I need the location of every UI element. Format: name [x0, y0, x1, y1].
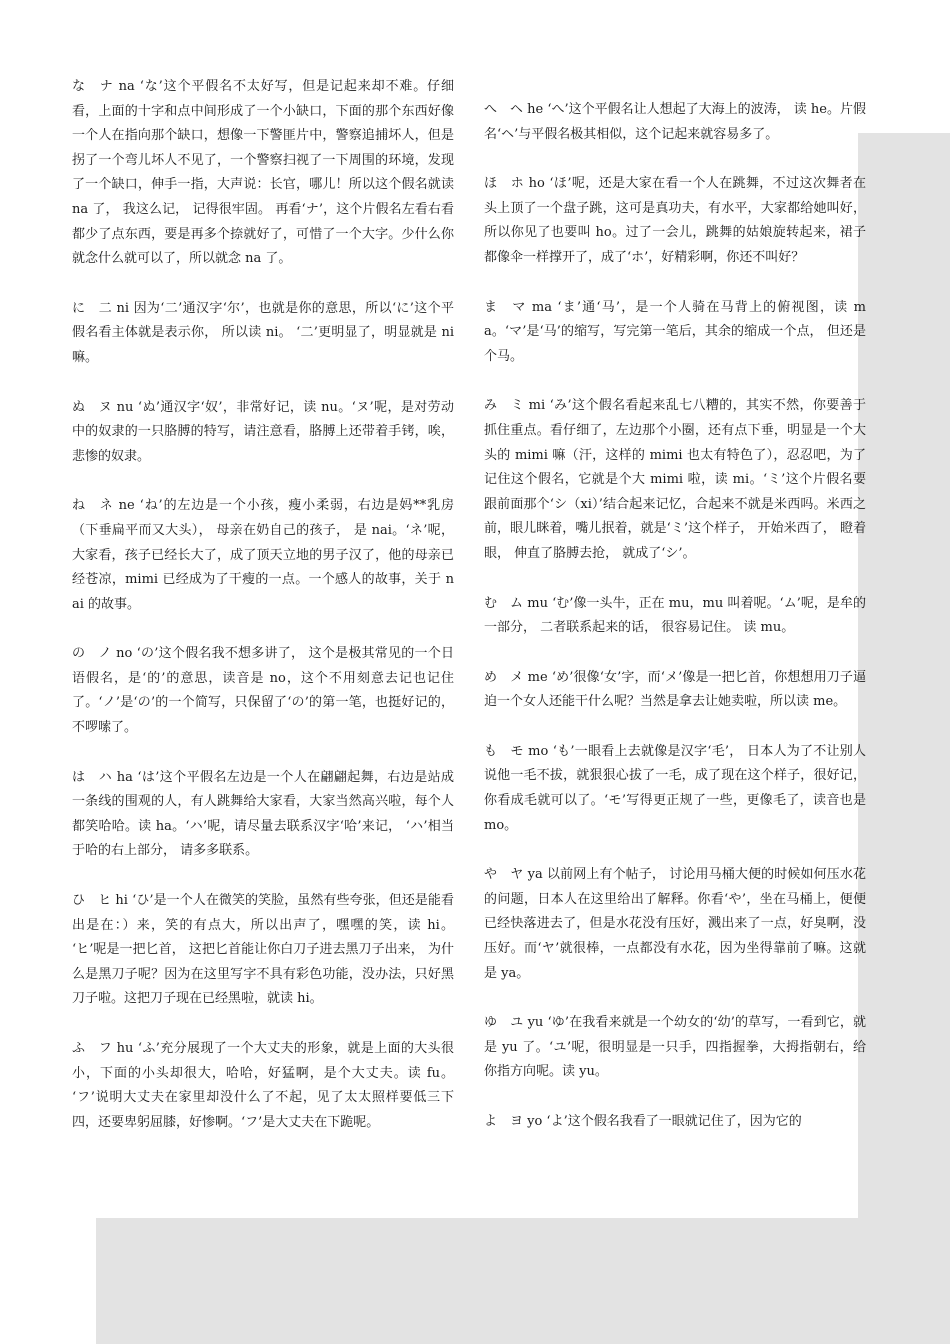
- paragraph-ni: に 二 ni 因为‘二’通汉字‘尔’，也就是你的意思，所以‘に’这个平假名看主体就是表示你， 所以读 ni。 ‘二’更明显了，明显就是 ni 嘛。: [72, 300, 454, 365]
- paragraph-yo: よ ヨ yo ‘よ’这个假名我看了一眼就记住了，因为它的: [484, 1114, 802, 1129]
- left-column: [72, 75, 454, 1160]
- paragraph-fu: ふ フ hu ‘ふ’充分展现了一个大丈夫的形象，就是上面的大头很小，下面的小头却很大，哈哈，好猛啊，是个大丈夫。读 fu。 ‘フ’说明大丈夫在家里却没什么了不起，见了太太照样要低三下四，还要卑躬屈膝，好惨啊。‘フ’是大丈夫在下跪呢。: [72, 1041, 454, 1130]
- paragraph-na: な ナ na ‘な’这个平假名不太好写，但是记起来却不难。仔细看，上面的十字和点中间形成了一个小缺口，下面的那个东西好像一个人在指向那个缺口，想像一下警匪片中，警察追捕坏人，但是拐了一个弯儿坏人不见了，一个警察扫视了一下周围的环境，发现了一个缺口，伸手一指，大声说：长官，哪儿！所以这个假名就读 na 了， 我这么记， 记得很牢固。 再看‘ナ’，这个片假名左看右看都少了点东西，要是再多个捺就好了，可惜了一个大字。少什么你就念什么就可以了，所以就念 na 了。: [72, 79, 454, 267]
- paragraph-ya: や ヤ ya 以前网上有个帖子， 讨论用马桶大便的时候如何压水花的问题，日本人在这里给出了解释。你看‘や’，坐在马桶上，便便已经快落进去了，但是水花没有压好，溅出来了一点，好臭啊，没压好。而‘ヤ’就很棒，一点都没有水花，因为坐得靠前了嘛。这就是 ya。: [484, 867, 866, 981]
- paragraph-yu: ゆ ユ yu ‘ゆ’在我看来就是一个幼女的‘幼’的草写，一看到它，就是 yu 了。‘ユ’呢，很明显是一只手，四指握拳，大拇指朝右，给你指方向呢。读 yu。: [484, 1015, 866, 1080]
- paragraph-me: め メ me ‘め’很像‘女’字，而‘メ’像是一把匕首，你想想用刀子逼迫一个女人还能干什么呢？当然是拿去让她卖啦，所以读 me。: [484, 669, 866, 710]
- paragraph-no: の ノ no ‘の’这个假名我不想多讲了， 这个是极其常见的一个日语假名，是‘的’的意思，读音是 no，这个不用刻意去记也记住了。‘ノ’是‘の’的一个简写，只保留了‘の’的第一笔，也挺好记的，不啰嗦了。: [72, 646, 454, 736]
- paragraph-hi: ひ ヒ hi ‘ひ’是一个人在微笑的笑脸，虽然有些夸张，但还是能看出是在：）来，笑的有点大，所以出声了，嘿嘿的笑，读 hi。 ‘ヒ’呢是一把匕首， 这把匕首能让你白刀子进去黑刀子出来， 为什么是黑刀子呢？因为在这里写字不具有彩色功能，没办法，只好黑刀子啦。这把刀子现在已经黑啦，就读 hi。: [72, 893, 454, 1007]
- gray-margin-bottom: [96, 1218, 950, 1344]
- paragraph-mi: み ミ mi ‘み’这个假名看起来乱七八糟的，其实不然，你要善于抓住重点。看仔细了，左边那个小圈，还有点下垂，明显是一个大头的 mimi 嘛（汗，这样的 mimi 也太有特色了），忍忍吧，为了记住这个假名，它就是个大 mimi 啦，读 mi。‘ミ’这个片假名要跟前面那个‘シ（xi）’结合起来记忆，合起来不就是米西吗。米西之前，眼儿眯着，嘴儿抿着，就是‘ミ’这个样子， 开始米西了， 瞪着眼， 伸直了胳膊去抢， 就成了‘シ’。: [484, 398, 866, 561]
- paragraph-he: へ ヘ he ‘へ’这个平假名让人想起了大海上的波涛， 读 he。片假名‘ヘ’与平假名极其相似，这个记起来就容易多了。: [484, 102, 866, 142]
- paragraph-ne: ね ネ ne ‘ね’的左边是一个小孩，瘦小柔弱，右边是妈**乳房（下垂扁平而又大头）， 母亲在奶自己的孩子， 是 nai。‘ネ’呢，大家看，孩子已经长大了，成了顶天立地的男子汉了，他的母亲已经苍凉，mimi 已经成为了干瘦的一点。一个感人的故事，关于 nai 的故事。: [72, 498, 454, 612]
- paragraph-ho: ほ ホ ho ‘ほ’呢，还是大家在看一个人在跳舞，不过这次舞者在头上顶了一个盘子跳，这可是真功夫，有水平，大家都给她叫好，所以你见了也要叫 ho。过了一会儿，跳舞的姑娘旋转起来，裙子都像伞一样撑开了，成了‘ホ’，好精彩啊，你还不叫好？: [484, 176, 866, 265]
- paragraph-mo: も モ mo ‘も’一眼看上去就像是汉字‘毛’， 日本人为了不让别人说他一毛不拔，就狠狠心拔了一毛，成了现在这个样子，很好记，你看成毛就可以了。‘モ’写得更正规了一些，更像毛了，读音也是 mo。: [484, 743, 866, 833]
- gray-margin-right: [858, 133, 950, 1344]
- paragraph-nu: ぬ ヌ nu ‘ぬ’通汉字‘奴’，非常好记，读 nu。‘ヌ’呢，是对劳动中的奴隶的一只胳膊的特写，请注意看，胳膊上还带着手铐，唉，悲惨的奴隶。: [72, 399, 454, 464]
- right-column: [484, 98, 866, 1160]
- paragraph-ma: ま マ ma ‘ま’通‘马’，是一个人骑在马背上的俯视图，读 ma。‘マ’是‘马’的缩写，写完第一笔后，其余的缩成一个点， 但还是个马。: [484, 299, 866, 364]
- paragraph-ha: は ハ ha ‘は’这个平假名左边是一个人在翩翩起舞，右边是站成一条线的围观的人，有人跳舞给大家看，大家当然高兴啦，每个人都笑哈哈。读 ha。‘ハ’呢，请尽量去联系汉字‘哈’来记， ‘ハ’相当于哈的右上部分， 请多多联系。: [72, 769, 454, 859]
- paragraph-mu: む ム mu ‘む’像一头牛，正在 mu，mu 叫着呢。‘ム’呢，是牟的一部分， 二者联系起来的话， 很容易记住。 读 mu。: [484, 595, 866, 636]
